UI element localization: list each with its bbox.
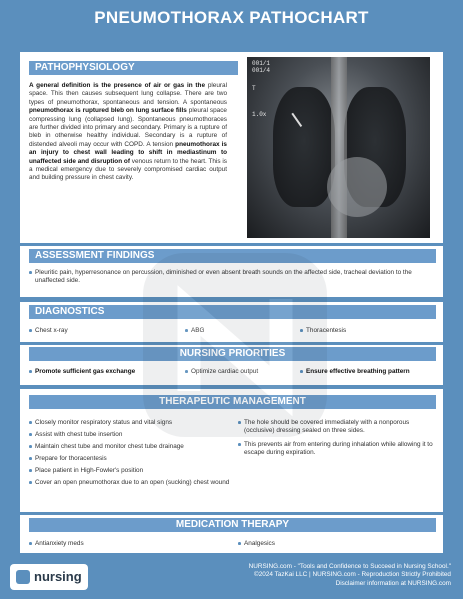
pathophysiology-header: PATHOPHYSIOLOGY — [29, 61, 238, 75]
nursing-logo — [10, 564, 88, 590]
pathophysiology-text: A general definition is the presence of air or gas in the pleural space. This then causes subsequent lung collapse. There are two types of pneumothorax, spontaneous and tension. A spontaneous pneumothorax is ruptured bleb on lung surface fills pleural space compressing lung (collapsed lung). Spontaneous pneumothoraces are further divided into primary and secondary. Primary is a rupture of bleb in otherwise healthy individual. Secondary is a rupture of distended alveoli may occur with COPD. A tension pneumothorax is an injury to chest wall leading to shift in mediastinum to unaffected side and disruption of venous return to the heart. This is a medical emergency due to severely compromised cardiac output and building pressure in chest cavity. — [29, 82, 228, 182]
list-item: Cover an open pneumothorax due to an open (sucking) chest wound — [29, 479, 234, 487]
list-item: Prepare for thoracentesis — [29, 455, 234, 463]
priority-item: Ensure effective breathing pattern — [300, 368, 410, 375]
diagnostics-header: DIAGNOSTICS — [29, 305, 436, 319]
footer-text — [249, 563, 451, 588]
xray-mark: T — [252, 85, 256, 92]
priority-item: Promote sufficient gas exchange — [29, 368, 135, 375]
nursing-logo-icon — [16, 570, 30, 584]
logo-text: nursing — [34, 569, 82, 584]
list-item: Place patient in High-Fowler's position — [29, 467, 234, 475]
therapeutic-right-list — [238, 419, 436, 461]
footer-line: ©2024 TazKai LLC | NURSING.com - Reproduction Strictly Prohibited — [254, 571, 451, 579]
diagnostics-item: ABG — [185, 327, 205, 334]
list-item: This prevents air from entering during inhalation while allowing it to escape during expiration. — [238, 441, 436, 457]
list-item: Pleuritic pain, hyperresonance on percussion, diminished or even absent breath sounds on the affected side, tracheal deviation to the unaffected side. — [29, 269, 434, 285]
diagnostics-item: Chest x-ray — [29, 327, 68, 334]
footer-line: NURSING.com - "Tools and Confidence to Succeed in Nursing School." — [248, 563, 451, 570]
list-item: Maintain chest tube and monitor chest tube drainage — [29, 443, 234, 451]
list-item: Assist with chest tube insertion — [29, 431, 234, 439]
diagnostics-item: Thoracentesis — [300, 327, 346, 334]
list-item: Closely monitor respiratory status and vital signs — [29, 419, 234, 427]
chest-xray-image — [247, 57, 430, 238]
xray-mark: 001/4 — [252, 67, 271, 74]
medication-item: Antianxiety meds — [29, 540, 84, 547]
footer-line: Disclaimer information at NURSING.com — [335, 579, 451, 587]
priority-item: Optimize cardiac output — [185, 368, 258, 375]
priorities-header: NURSING PRIORITIES — [29, 347, 436, 361]
therapeutic-header: THERAPEUTIC MANAGEMENT — [29, 395, 436, 409]
page-title: PNEUMOTHORAX PATHOCHART — [94, 8, 369, 27]
assessment-header: ASSESSMENT FINDINGS — [29, 249, 436, 263]
list-item: The hole should be covered immediately with a nonporous (occlusive) dressing sealed on three sides. — [238, 419, 436, 435]
medication-item: Analgesics — [238, 540, 275, 547]
xray-mark: 001/1 — [252, 60, 271, 67]
assessment-list — [29, 269, 434, 289]
xray-mark: 1.0x — [252, 111, 267, 118]
medication-header: MEDICATION THERAPY — [29, 518, 436, 532]
therapeutic-left-list — [29, 419, 234, 491]
